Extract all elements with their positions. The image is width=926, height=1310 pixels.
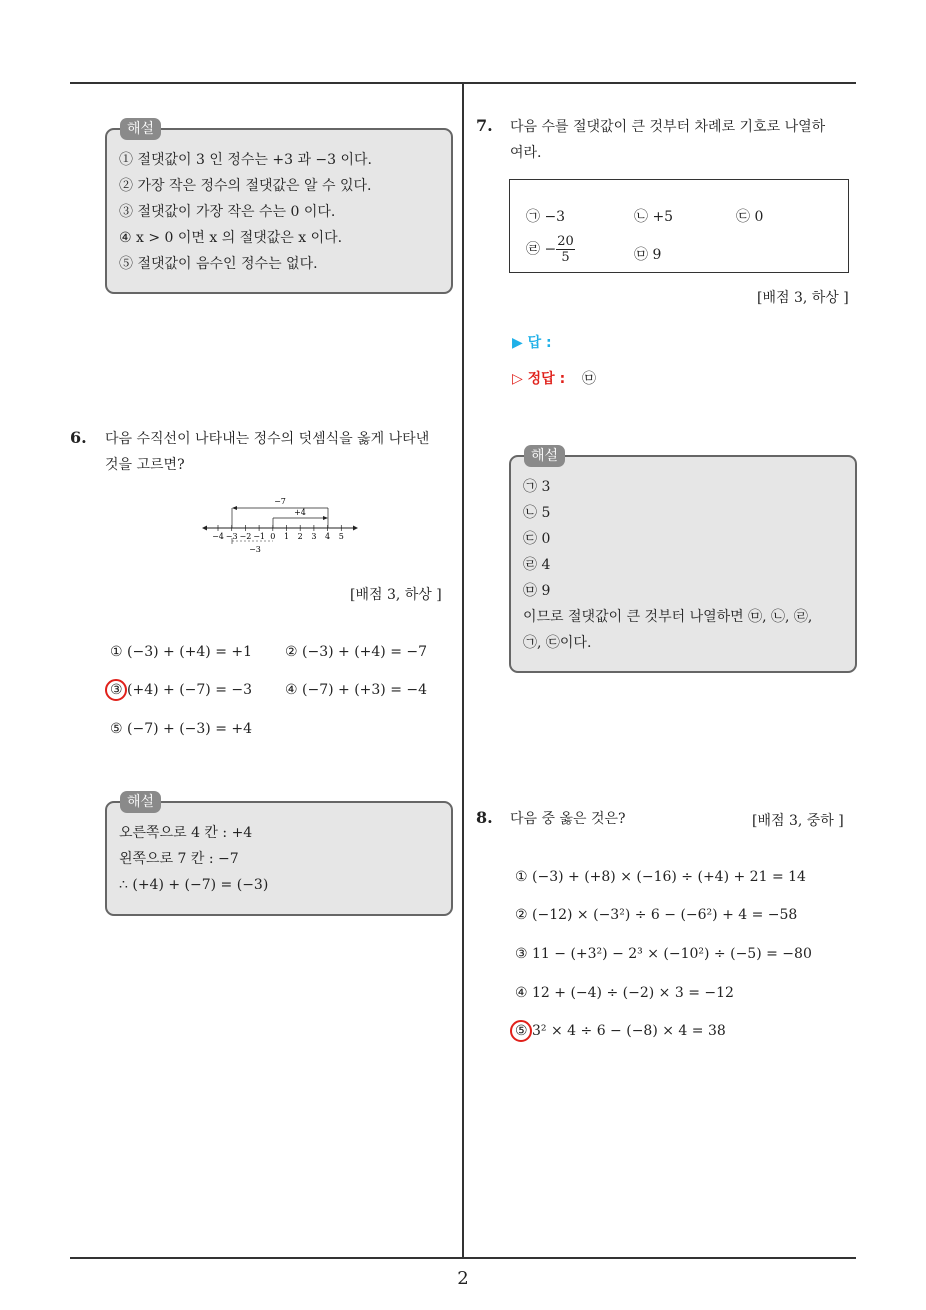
explanation-line: ㉤ 9 xyxy=(523,583,551,599)
q8-option-2[interactable]: ② (−12) × (−3²) ÷ 6 − (−6²) + 4 = −58 xyxy=(515,907,798,923)
q6-option-3[interactable]: ③ (+4) + (−7) = −3 xyxy=(110,682,253,698)
q7-item-e: ㉤ 9 xyxy=(634,247,662,263)
explanation-line: ∴ (+4) + (−7) = (−3) xyxy=(119,877,269,893)
explanation-line: 왼쪽으로 7 칸 : −7 xyxy=(119,851,239,867)
q7-item-d-mark: ㉣ − xyxy=(526,241,557,258)
explanation-line: ④ x > 0 이면 x 의 절댓값은 x 이다. xyxy=(119,230,343,246)
q8-option-1[interactable]: ① (−3) + (+8) × (−16) ÷ (+4) + 21 = 14 xyxy=(515,869,806,885)
q6-answer-circle xyxy=(105,679,127,701)
numberline-tick-label: −4 xyxy=(212,532,224,541)
explanation-line: ㉢ 0 xyxy=(523,531,551,547)
q6-option-5[interactable]: ⑤ (−7) + (−3) = +4 xyxy=(110,721,253,737)
numberline-label-bottom: −3 xyxy=(249,545,261,554)
q7-answer-label: ▶ 답 : xyxy=(512,335,552,351)
numberline-tick-label: 1 xyxy=(283,532,290,541)
explanation-line: ⑤ 절댓값이 음수인 정수는 없다. xyxy=(119,256,318,272)
q8-option-4[interactable]: ④ 12 + (−4) ÷ (−2) × 3 = −12 xyxy=(515,985,734,1001)
explanation-line: ㉠ 3 xyxy=(523,479,551,495)
q7-item-a: ㉠ −3 xyxy=(526,209,566,225)
q7-item-b: ㉡ +5 xyxy=(634,209,674,225)
q7-correct-label: ▷ 정답 : xyxy=(512,371,566,387)
q7-text-line2: 여라. xyxy=(510,145,542,161)
q6-number: 6. xyxy=(70,428,87,447)
q6-option-1[interactable]: ① (−3) + (+4) = +1 xyxy=(110,644,253,660)
q7-items-frame xyxy=(509,179,849,273)
page-number: 2 xyxy=(457,1268,469,1289)
number-line-figure xyxy=(200,494,360,556)
explanation-tag: 해설 xyxy=(524,445,565,467)
explanation-line: ② 가장 작은 정수의 절댓값은 알 수 있다. xyxy=(119,178,372,194)
q6-option-2[interactable]: ② (−3) + (+4) = −7 xyxy=(285,644,428,660)
numberline-tick-label: 0 xyxy=(270,532,276,541)
fraction-numerator: 20 xyxy=(557,234,574,249)
q7-item-c: ㉢ 0 xyxy=(736,209,764,225)
q6-text-line1: 다음 수직선이 나타내는 정수의 덧셈식을 옳게 나타낸 xyxy=(105,431,430,447)
explanation-line: 이므로 절댓값이 큰 것부터 나열하면 ㉤, ㉡, ㉣, xyxy=(523,609,813,625)
column-divider xyxy=(462,84,464,1257)
q7-text-line1: 다음 수를 절댓값이 큰 것부터 차례로 기호로 나열하 xyxy=(510,119,826,135)
q7-score: [배점 3, 하상 ] xyxy=(757,290,849,306)
q6-option-4[interactable]: ④ (−7) + (+3) = −4 xyxy=(285,682,428,698)
explanation-tag: 해설 xyxy=(120,791,161,813)
bottom-rule xyxy=(70,1257,856,1259)
q7-number: 7. xyxy=(476,116,493,135)
q8-text: 다음 중 옳은 것은? xyxy=(510,811,626,827)
numberline-tick-label: 3 xyxy=(311,532,317,541)
explanation-line: 오른쪽으로 4 칸 : +4 xyxy=(119,825,253,841)
q7-correct-value: ㉤ xyxy=(582,371,596,387)
explanation-line: ㉠, ㉢이다. xyxy=(523,635,592,651)
numberline-tick-label: 5 xyxy=(338,532,344,541)
explanation-tag: 해설 xyxy=(120,118,161,140)
explanation-line: ㉡ 5 xyxy=(523,505,551,521)
numberline-tick-label: −1 xyxy=(253,532,265,541)
q8-option-3[interactable]: ③ 11 − (+3²) − 2³ × (−10²) ÷ (−5) = −80 xyxy=(515,946,812,962)
numberline-label-mid: +4 xyxy=(294,508,306,517)
q8-answer-circle xyxy=(510,1020,532,1042)
q8-score: [배점 3, 중하 ] xyxy=(752,813,844,829)
numberline-label-top: −7 xyxy=(274,497,286,506)
q7-item-d xyxy=(526,234,575,265)
numberline-tick-label: 2 xyxy=(297,532,303,541)
fraction-denominator: 5 xyxy=(561,250,570,265)
explanation-line: ① 절댓값이 3 인 정수는 +3 과 −3 이다. xyxy=(119,152,372,168)
q7-explanation-box xyxy=(509,448,857,673)
q8-number: 8. xyxy=(476,808,493,827)
q8-option-5[interactable]: ⑤ 3² × 4 ÷ 6 − (−8) × 4 = 38 xyxy=(515,1023,726,1039)
explanation-line: ㉣ 4 xyxy=(523,557,551,573)
q6-score: [배점 3, 하상 ] xyxy=(350,587,442,603)
numberline-tick-label: −3 xyxy=(225,532,238,541)
q5-explanation-box xyxy=(105,121,453,294)
explanation-line: ③ 절댓값이 가장 작은 수는 0 이다. xyxy=(119,204,336,220)
q6-explanation-box xyxy=(105,794,453,916)
numberline-tick-label: 4 xyxy=(325,532,331,541)
fraction xyxy=(556,234,575,265)
q6-text-line2: 것을 고르면? xyxy=(105,457,185,473)
numberline-tick-label: −2 xyxy=(239,532,252,541)
